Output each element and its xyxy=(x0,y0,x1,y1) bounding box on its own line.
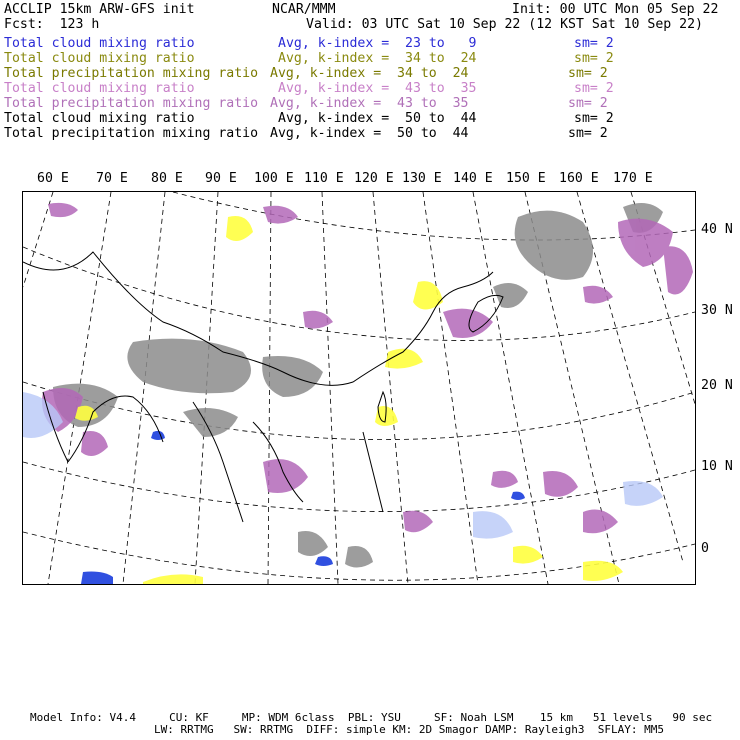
legend-row xyxy=(4,126,734,141)
model-title: ACCLIP 15km ARW-GFS init xyxy=(4,2,195,17)
field-avg: Avg, k-index = 50 to 44 xyxy=(278,111,477,126)
model-info-line1: Model Info: V4.4 CU: KF MP: WDM 6class PBL: YSU SF: Noah LSM 15 km 51 levels 90 sec xyxy=(30,711,713,724)
model-info-line2: LW: RRTMG SW: RRTMG DIFF: simple KM: 2D Smagor DAMP: Rayleigh3 SFLAY: MM5 xyxy=(154,723,664,736)
field-sm: sm= 2 xyxy=(574,81,614,96)
field-sm: sm= 2 xyxy=(574,111,614,126)
organization-label: NCAR/MMM xyxy=(272,2,336,17)
lon-label: 60 E xyxy=(37,171,69,186)
legend-row xyxy=(4,111,734,126)
lightblue-cloud-field xyxy=(23,392,663,539)
map-canvas xyxy=(23,192,695,584)
field-name: Total cloud mixing ratio xyxy=(4,111,195,126)
lon-label: 170 E xyxy=(613,171,653,186)
lat-label: 10 N xyxy=(701,459,733,474)
field-sm: sm= 2 xyxy=(574,36,614,51)
legend-row xyxy=(4,51,734,66)
field-avg: Avg, k-index = 34 to 24 xyxy=(270,66,469,81)
lat-label: 20 N xyxy=(701,378,733,393)
lon-label: 70 E xyxy=(96,171,128,186)
valid-time: Valid: 03 UTC Sat 10 Sep 22 (12 KST Sat 10 Sep 22) xyxy=(306,17,703,32)
field-name: Total cloud mixing ratio xyxy=(4,81,195,96)
field-name: Total cloud mixing ratio xyxy=(4,36,195,51)
field-name: Total precipitation mixing ratio xyxy=(4,126,259,141)
field-avg: Avg, k-index = 43 to 35 xyxy=(270,96,469,111)
lat-label: 30 N xyxy=(701,303,733,318)
lon-label: 140 E xyxy=(453,171,493,186)
field-sm: sm= 2 xyxy=(568,66,608,81)
blue-cloud-field xyxy=(81,431,525,584)
field-avg: Avg, k-index = 43 to 35 xyxy=(278,81,477,96)
forecast-hour: Fcst: 123 h xyxy=(4,17,100,32)
lon-label: 130 E xyxy=(402,171,442,186)
legend-row xyxy=(4,81,734,96)
lon-label: 120 E xyxy=(354,171,394,186)
field-name: Total cloud mixing ratio xyxy=(4,51,195,66)
map-panel xyxy=(22,191,696,585)
field-avg: Avg, k-index = 34 to 24 xyxy=(278,51,477,66)
legend-row xyxy=(4,66,734,81)
lon-label: 150 E xyxy=(506,171,546,186)
field-sm: sm= 2 xyxy=(568,126,608,141)
lon-label: 160 E xyxy=(559,171,599,186)
lon-label: 90 E xyxy=(205,171,237,186)
legend-row xyxy=(4,96,734,111)
legend-row xyxy=(4,36,734,51)
field-name: Total precipitation mixing ratio xyxy=(4,66,259,81)
field-avg: Avg, k-index = 50 to 44 xyxy=(270,126,469,141)
init-time: Init: 00 UTC Mon 05 Sep 22 xyxy=(512,2,719,17)
lon-label: 100 E xyxy=(254,171,294,186)
field-sm: sm= 2 xyxy=(574,51,614,66)
lon-label: 80 E xyxy=(151,171,183,186)
field-avg: Avg, k-index = 23 to 9 xyxy=(278,36,477,51)
field-name: Total precipitation mixing ratio xyxy=(4,96,259,111)
lat-label: 40 N xyxy=(701,222,733,237)
lat-label: 0 xyxy=(701,541,709,556)
lon-label: 110 E xyxy=(304,171,344,186)
field-sm: sm= 2 xyxy=(568,96,608,111)
